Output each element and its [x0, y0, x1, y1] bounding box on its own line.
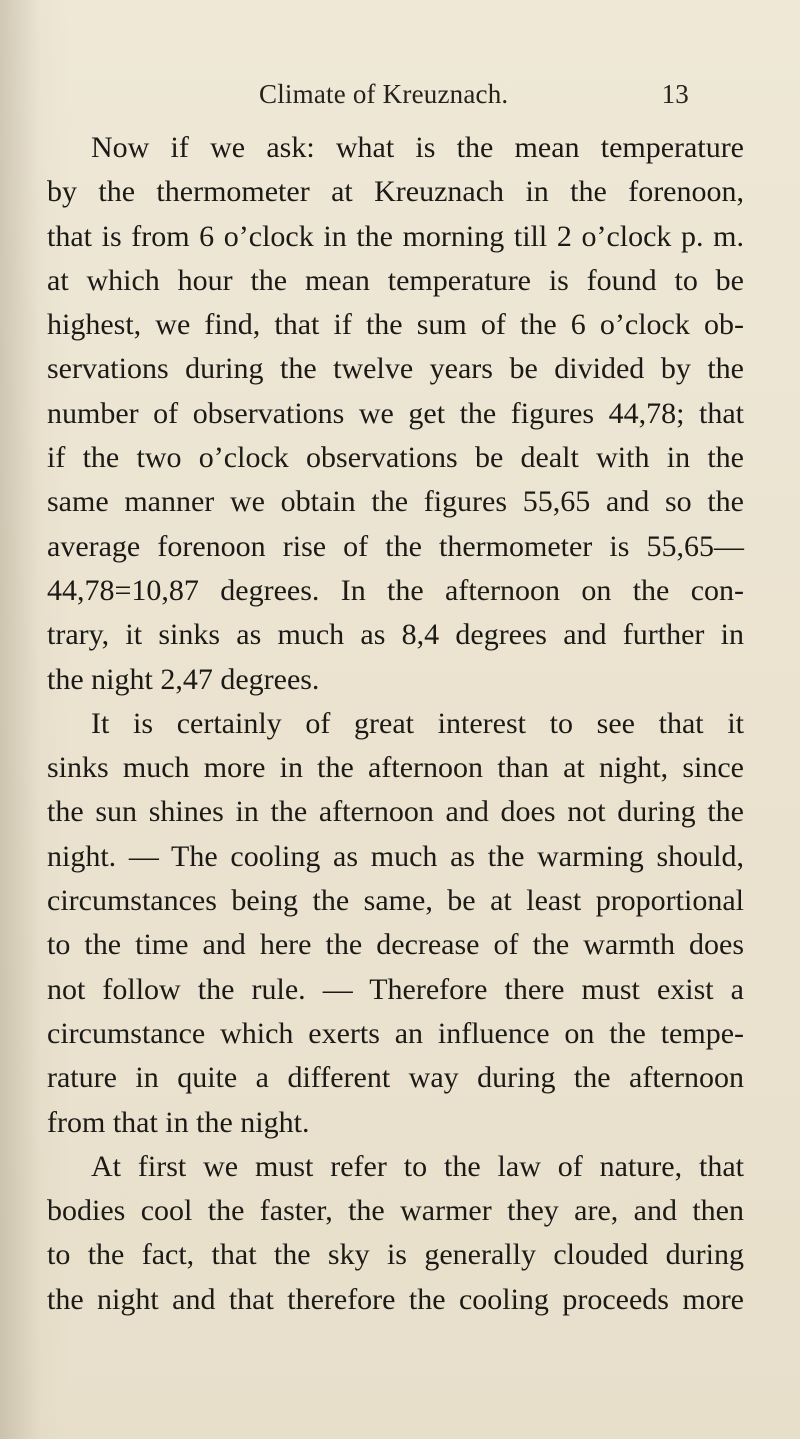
text-line: 44,78=10,87 degrees. In the afternoon on the con- [47, 573, 744, 607]
text-line: same manner we obtain the figures 55,65 and so the [47, 485, 744, 519]
running-head [259, 74, 689, 114]
text-line: servations during the twelve years be divided by the [47, 352, 744, 386]
text-line: sinks much more in the afternoon than at night, since [47, 751, 744, 785]
text-line: if the two o’clock observations be dealt with in the [47, 441, 744, 475]
text-line: At first we must refer to the law of nature, that [91, 1149, 744, 1183]
page-number: 13 [661, 79, 689, 109]
text-line: bodies cool the faster, the warmer they are, and then [47, 1194, 744, 1228]
text-line: by the thermometer at Kreuznach in the forenoon, [47, 175, 744, 209]
text-line: circumstances being the same, be at least proportional [47, 884, 744, 918]
text-line: not follow the rule. — Therefore there must exist a [47, 972, 744, 1006]
text-line: average forenoon rise of the thermometer is 55,65— [47, 529, 744, 563]
text-line: It is certainly of great interest to see that it [91, 706, 744, 740]
text-line: to the fact, that the sky is generally clouded during [47, 1238, 744, 1272]
text-line: circumstance which exerts an influence on the tempe- [47, 1016, 744, 1050]
text-line: the sun shines in the afternoon and does not during the [47, 795, 744, 829]
text-line: to the time and here the decrease of the warmth does [47, 928, 744, 962]
text-line: the night and that therefore the cooling proceeds more [47, 1282, 744, 1316]
text-line: from that in the night. [47, 1105, 310, 1139]
body-text [47, 126, 744, 1322]
text-line: the night 2,47 degrees. [47, 662, 320, 696]
text-line: Now if we ask: what is the mean temperature [91, 131, 744, 164]
text-line: at which hour the mean temperature is found to be [47, 263, 744, 297]
text-line: rature in quite a different way during the afternoon [47, 1061, 744, 1095]
text-line: number of observations we get the figures 44,78; that [47, 396, 744, 430]
text-line: night. — The cooling as much as the warming should, [47, 839, 744, 873]
text-line: trary, it sinks as much as 8,4 degrees and further in [47, 618, 744, 652]
text-line: that is from 6 o’clock in the morning till 2 o’clock p. m. [47, 219, 744, 253]
text-line: highest, we find, that if the sum of the 6 o’clock ob- [47, 308, 744, 342]
running-head-title: Climate of Kreuznach. [259, 79, 509, 109]
